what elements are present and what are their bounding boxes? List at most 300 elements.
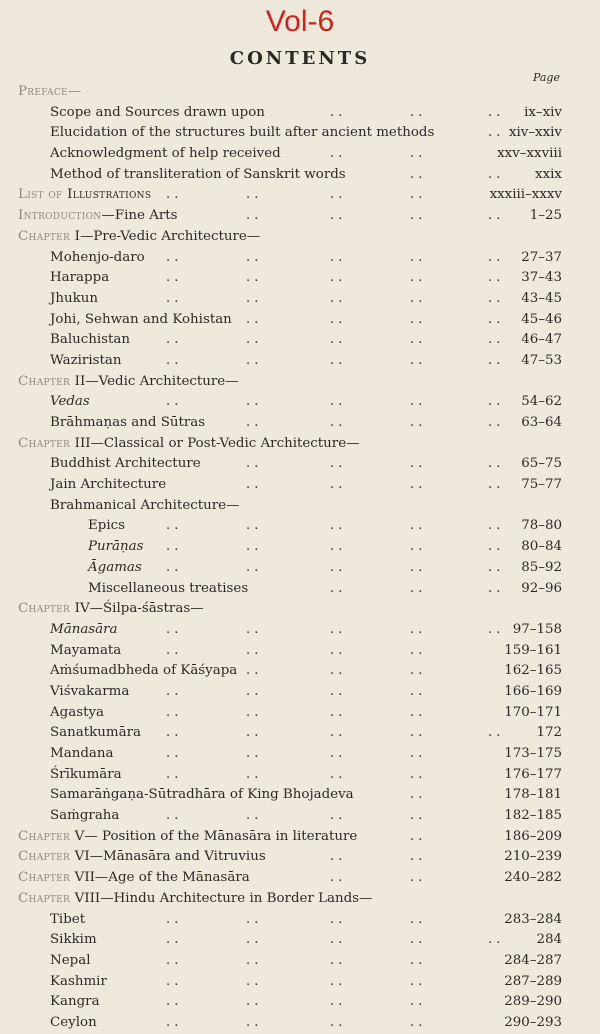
toc-entry-title xyxy=(18,434,360,455)
toc-entry-prefix: Chapter xyxy=(18,601,75,617)
toc-entry-title xyxy=(18,847,266,868)
dot-leader-segment: . . xyxy=(330,580,343,596)
toc-entry-text: Brāhmaṇas and Sūtras xyxy=(50,415,206,430)
dot-leader-segment: . . xyxy=(166,270,179,286)
toc-entry-page: 97–158 xyxy=(512,621,562,637)
dot-leader-segment: . . xyxy=(330,332,343,348)
toc-entry-text: Brahmanical Architecture— xyxy=(50,497,240,513)
dot-leader-segment: . . xyxy=(246,952,259,968)
dot-leader-segment: . . xyxy=(410,663,423,679)
toc-entry-text: Waziristan xyxy=(50,352,122,368)
toc-entry xyxy=(18,103,586,124)
toc-entry-text: Kashmir xyxy=(50,973,107,989)
toc-entry-text: Jain Architecture xyxy=(50,477,167,493)
toc-entry-title xyxy=(50,330,130,351)
dot-leader-segment: . . xyxy=(410,332,423,348)
toc-entry-text: V— Position of the Mānasāra in literature xyxy=(74,828,358,844)
dot-leader-segment: . . xyxy=(246,270,259,286)
toc-entry-page: 283–284 xyxy=(504,911,562,927)
toc-entry-text: Sanatkumāra xyxy=(50,725,141,741)
toc-entry-title xyxy=(50,392,90,413)
dot-leader-segment: . . xyxy=(166,932,179,948)
dot-leader-segment: . . xyxy=(410,849,423,865)
dot-leader xyxy=(18,289,586,310)
toc-entry xyxy=(18,558,586,579)
toc-entry-page: xxv–xxviii xyxy=(497,146,562,162)
toc-entry xyxy=(18,579,586,600)
toc-entry-text: Śrīkumāra xyxy=(50,766,122,782)
toc-entry-title xyxy=(18,206,178,227)
toc-entry xyxy=(18,1013,586,1034)
dot-leader-segment: . . xyxy=(246,290,259,306)
toc-entry xyxy=(18,475,586,496)
dot-leader-segment: . . xyxy=(166,187,179,203)
dot-leader-segment: . . xyxy=(410,932,423,948)
toc-entry-title xyxy=(18,227,260,248)
toc-entry-title xyxy=(50,454,201,475)
dot-leader-segment: . . xyxy=(166,621,179,637)
dot-leader-segment: . . xyxy=(410,683,423,699)
toc-entry-text: Agastya xyxy=(50,704,105,720)
toc-entry-title xyxy=(50,144,281,165)
toc-entry xyxy=(18,248,586,269)
dot-leader-segment: . . xyxy=(488,332,501,348)
toc-entry-page: 284–287 xyxy=(504,952,562,968)
toc-entry-page: 210–239 xyxy=(504,849,562,865)
toc-entry xyxy=(18,227,586,248)
dot-leader-segment: . . xyxy=(330,456,343,472)
toc-entry-page: 37–43 xyxy=(521,270,562,286)
toc-entry-page: 287–289 xyxy=(504,973,562,989)
dot-leader-segment: . . xyxy=(166,518,179,534)
toc-entry-text: Elucidation of the structures built after ancient methods xyxy=(50,125,435,141)
toc-entry-text: Epics xyxy=(88,518,126,534)
toc-entry-title xyxy=(18,185,151,206)
dot-leader-segment: . . xyxy=(166,911,179,927)
toc-entry-text: Āgamas xyxy=(88,559,142,575)
dot-leader-segment: . . xyxy=(410,952,423,968)
dot-leader-segment: . . xyxy=(330,539,343,555)
dot-leader-segment: . . xyxy=(246,1014,259,1030)
dot-leader-segment: . . xyxy=(330,621,343,637)
dot-leader-segment: . . xyxy=(246,683,259,699)
dot-leader-segment: . . xyxy=(330,477,343,493)
dot-leader-segment: . . xyxy=(246,477,259,493)
toc-entry xyxy=(18,537,586,558)
dot-leader-segment: . . xyxy=(330,932,343,948)
dot-leader-segment: . . xyxy=(330,394,343,410)
toc-entry-page: 47–53 xyxy=(521,352,562,368)
dot-leader-segment: . . xyxy=(330,642,343,658)
dot-leader-segment: . . xyxy=(410,456,423,472)
dot-leader-segment: . . xyxy=(410,518,423,534)
toc-entry-title xyxy=(50,910,85,931)
dot-leader-segment: . . xyxy=(330,952,343,968)
dot-leader-segment: . . xyxy=(410,208,423,224)
toc-entry-title xyxy=(18,82,82,103)
dot-leader-segment: . . xyxy=(410,911,423,927)
toc-entry-title xyxy=(50,951,90,972)
toc-entry-text: III—Classical or Post-Vedic Architecture— xyxy=(74,435,360,451)
dot-leader-segment: . . xyxy=(488,539,501,555)
dot-leader-segment: . . xyxy=(330,559,343,575)
toc-entry-text: Sikkim xyxy=(50,932,97,948)
toc-entry xyxy=(18,930,586,951)
toc-entry xyxy=(18,620,586,641)
toc-entry xyxy=(18,847,586,868)
dot-leader-segment: . . xyxy=(410,394,423,410)
toc-entry-title xyxy=(50,641,121,662)
toc-entry-text: VI—Mānasāra and Vitruvius xyxy=(74,849,266,865)
dot-leader-segment: . . xyxy=(166,766,179,782)
dot-leader-segment: . . xyxy=(246,808,259,824)
toc-entry-title xyxy=(50,310,232,331)
dot-leader-segment: . . xyxy=(330,518,343,534)
toc-entry-text: Tibet xyxy=(50,911,86,927)
toc-entry-text: Aṁśumadbheda of Kāśyapa xyxy=(50,663,238,679)
dot-leader-segment: . . xyxy=(246,621,259,637)
dot-leader-segment: . . xyxy=(330,683,343,699)
toc-entry-text: IV—Śilpa-śāstras— xyxy=(74,601,204,617)
dot-leader-segment: . . xyxy=(410,166,423,182)
dot-leader-segment: . . xyxy=(166,683,179,699)
toc-entry xyxy=(18,82,586,103)
dot-leader-segment: . . xyxy=(488,208,501,224)
toc-entry-page: 78–80 xyxy=(521,518,562,534)
dot-leader xyxy=(18,951,586,972)
toc-entry xyxy=(18,310,586,331)
toc-entry-prefix: Introduction xyxy=(18,208,102,224)
toc-entry-page: 173–175 xyxy=(504,746,562,761)
volume-label: Vol-6 xyxy=(265,5,335,38)
dot-leader-segment: . . xyxy=(166,290,179,306)
dot-leader-segment: . . xyxy=(330,1014,343,1030)
dot-leader-segment: . . xyxy=(410,290,423,306)
toc-entry xyxy=(18,123,586,144)
toc-entry-prefix: Chapter xyxy=(18,849,75,865)
dot-leader-segment: . . xyxy=(410,870,423,886)
toc-entry-text: Viśvakarma xyxy=(50,683,130,699)
toc-entry-title xyxy=(18,372,239,393)
toc-entry-title xyxy=(18,889,372,910)
dot-leader-segment: . . xyxy=(410,787,423,803)
toc-entry xyxy=(18,454,586,475)
dot-leader-segment: . . xyxy=(246,249,259,265)
toc-entry-prefix: Chapter xyxy=(18,890,75,906)
toc-entry-page: 159–161 xyxy=(504,642,562,658)
dot-leader-segment: . . xyxy=(166,808,179,824)
toc-entry-page: 176–177 xyxy=(504,766,562,782)
dot-leader-segment: . . xyxy=(410,704,423,720)
toc-entry-page: 75–77 xyxy=(521,477,562,493)
dot-leader-segment: . . xyxy=(246,311,259,327)
dot-leader-segment: . . xyxy=(488,415,501,430)
toc-entry-text: Buddhist Architecture xyxy=(50,456,201,472)
toc-entry-title xyxy=(50,620,118,641)
toc-entry-text: Saṁgraha xyxy=(50,808,120,824)
toc-entry-text: Kangra xyxy=(50,994,100,1010)
dot-leader-segment: . . xyxy=(410,994,423,1010)
page-column-label: Page xyxy=(532,71,560,84)
toc-entry-title xyxy=(50,992,100,1013)
dot-leader-segment: . . xyxy=(330,208,343,224)
toc-entry-page: 80–84 xyxy=(521,539,562,555)
dot-leader-segment: . . xyxy=(166,725,179,741)
dot-leader-segment: . . xyxy=(330,104,343,120)
toc-entry-title xyxy=(88,558,142,579)
toc-entry-text: Nepal xyxy=(50,952,91,968)
toc-entry-title xyxy=(88,537,144,558)
dot-leader xyxy=(18,392,586,413)
toc-entry-title xyxy=(50,744,113,765)
dot-leader-segment: . . xyxy=(330,249,343,265)
dot-leader-segment: . . xyxy=(330,746,343,761)
toc-entry-text: Ceylon xyxy=(50,1014,97,1030)
dot-leader-segment: . . xyxy=(488,477,501,493)
toc-entry xyxy=(18,434,586,455)
dot-leader-segment: . . xyxy=(488,270,501,286)
toc-entry-title xyxy=(50,806,119,827)
dot-leader-segment: . . xyxy=(488,249,501,265)
toc-entry-title xyxy=(50,930,97,951)
toc-entry xyxy=(18,268,586,289)
dot-leader-segment: . . xyxy=(330,663,343,679)
toc-entry-text: Harappa xyxy=(50,270,110,286)
toc-entry xyxy=(18,910,586,931)
dot-leader-segment: . . xyxy=(166,994,179,1010)
toc-entry xyxy=(18,516,586,537)
toc-entry xyxy=(18,372,586,393)
toc-entry-title xyxy=(50,123,434,144)
toc-entry-page: 54–62 xyxy=(521,394,562,410)
toc-entry xyxy=(18,641,586,662)
toc-entry-text: Samarāṅgaṇa-Sūtradhāra of King Bhojadeva xyxy=(50,787,354,803)
dot-leader-segment: . . xyxy=(330,290,343,306)
dot-leader-segment: . . xyxy=(330,704,343,720)
dot-leader-segment: . . xyxy=(330,415,343,430)
toc-entry xyxy=(18,723,586,744)
toc-entry-prefix: Chapter xyxy=(18,870,75,886)
dot-leader-segment: . . xyxy=(166,352,179,368)
dot-leader-segment: . . xyxy=(410,249,423,265)
dot-leader-segment: . . xyxy=(330,311,343,327)
table-of-contents xyxy=(18,82,586,1034)
dot-leader-segment: . . xyxy=(488,932,501,948)
dot-leader-segment: . . xyxy=(410,477,423,493)
toc-entry xyxy=(18,951,586,972)
dot-leader-segment: . . xyxy=(246,973,259,989)
dot-leader-segment: . . xyxy=(330,870,343,886)
dot-leader-segment: . . xyxy=(488,394,501,410)
dot-leader-segment: . . xyxy=(246,663,259,679)
dot-leader-segment: . . xyxy=(246,766,259,782)
toc-entry xyxy=(18,144,586,165)
toc-entry-page: 63–64 xyxy=(521,415,562,430)
toc-entry-text: Mohenjo-daro xyxy=(50,249,145,265)
dot-leader-segment: . . xyxy=(166,642,179,658)
toc-entry-text: II—Vedic Architecture— xyxy=(74,373,239,389)
toc-entry-page: 182–185 xyxy=(504,808,562,824)
toc-entry-page: 178–181 xyxy=(504,787,562,803)
toc-entry-page: 162–165 xyxy=(504,663,562,679)
toc-entry xyxy=(18,413,586,434)
toc-entry-title xyxy=(18,827,357,848)
toc-entry-text: —Fine Arts xyxy=(101,208,178,224)
toc-entry-text: I—Pre-Vedic Architecture— xyxy=(74,228,261,244)
dot-leader-segment: . . xyxy=(166,332,179,348)
dot-leader-segment: . . xyxy=(410,973,423,989)
toc-entry xyxy=(18,972,586,993)
dot-leader-segment: . . xyxy=(410,311,423,327)
toc-entry-page: 45–46 xyxy=(521,311,562,327)
toc-entry-prefix: Preface— xyxy=(18,84,82,99)
dot-leader-segment: . . xyxy=(246,725,259,741)
toc-entry xyxy=(18,703,586,724)
toc-entry-title xyxy=(50,785,354,806)
dot-leader-segment: . . xyxy=(166,704,179,720)
dot-leader-segment: . . xyxy=(488,725,501,741)
dot-leader-segment: . . xyxy=(488,621,501,637)
toc-entry-page: 172 xyxy=(536,725,562,741)
dot-leader-segment: . . xyxy=(488,518,501,534)
toc-entry xyxy=(18,351,586,372)
dot-leader-segment: . . xyxy=(488,311,501,327)
toc-entry-page: 43–45 xyxy=(521,290,562,306)
toc-entry xyxy=(18,765,586,786)
dot-leader-segment: . . xyxy=(410,621,423,637)
dot-leader xyxy=(18,930,586,951)
dot-leader-segment: . . xyxy=(410,766,423,782)
dot-leader-segment: . . xyxy=(246,994,259,1010)
toc-entry-title xyxy=(50,103,265,124)
toc-entry-page: 166–169 xyxy=(504,683,562,699)
toc-entry-title xyxy=(50,413,205,434)
dot-leader-segment: . . xyxy=(330,849,343,865)
toc-entry-prefix: Chapter xyxy=(18,435,75,451)
toc-entry-text: Jhukun xyxy=(50,290,98,306)
dot-leader-segment: . . xyxy=(246,559,259,575)
contents-heading: CONTENTS xyxy=(229,48,371,69)
dot-leader-segment: . . xyxy=(166,952,179,968)
dot-leader-segment: . . xyxy=(410,104,423,120)
dot-leader-segment: . . xyxy=(410,352,423,368)
toc-entry-text: Miscellaneous treatises xyxy=(88,580,249,596)
toc-entry-text: Illustrations xyxy=(67,187,152,203)
toc-entry-title xyxy=(50,703,104,724)
toc-entry-page: 27–37 xyxy=(521,249,562,265)
dot-leader xyxy=(18,1013,586,1034)
dot-leader-segment: . . xyxy=(488,125,501,141)
toc-entry-prefix: List of xyxy=(18,187,68,203)
dot-leader-segment: . . xyxy=(410,808,423,824)
dot-leader-segment: . . xyxy=(488,456,501,472)
dot-leader-segment: . . xyxy=(330,808,343,824)
toc-entry xyxy=(18,185,586,206)
toc-entry xyxy=(18,827,586,848)
dot-leader-segment: . . xyxy=(330,973,343,989)
toc-entry-prefix: Chapter xyxy=(18,373,75,389)
toc-entry-title xyxy=(50,165,346,186)
dot-leader-segment: . . xyxy=(410,270,423,286)
toc-entry-title xyxy=(50,723,141,744)
toc-entry-text: VII—Age of the Mānasāra xyxy=(74,870,250,886)
toc-entry xyxy=(18,806,586,827)
toc-entry-page: 65–75 xyxy=(521,456,562,472)
toc-entry-page: 284 xyxy=(536,932,562,948)
toc-entry-title xyxy=(88,516,125,537)
toc-entry-title xyxy=(50,475,166,496)
dot-leader-segment: . . xyxy=(410,725,423,741)
dot-leader-segment: . . xyxy=(166,1014,179,1030)
toc-entry-title xyxy=(50,661,237,682)
toc-entry-page: xxxiii–xxxv xyxy=(489,187,562,203)
toc-entry xyxy=(18,392,586,413)
toc-entry xyxy=(18,165,586,186)
dot-leader-segment: . . xyxy=(488,352,501,368)
dot-leader-segment: . . xyxy=(488,559,501,575)
dot-leader-segment: . . xyxy=(410,415,423,430)
dot-leader-segment: . . xyxy=(246,642,259,658)
dot-leader-segment: . . xyxy=(410,828,423,844)
toc-entry-text: Purāṇas xyxy=(88,539,144,555)
dot-leader-segment: . . xyxy=(246,415,259,430)
toc-entry-page: 289–290 xyxy=(504,994,562,1010)
toc-entry-text: Baluchistan xyxy=(50,332,130,348)
toc-entry xyxy=(18,599,586,620)
dot-leader-segment: . . xyxy=(246,332,259,348)
dot-leader-segment: . . xyxy=(166,249,179,265)
toc-entry-text: Vedas xyxy=(50,394,90,410)
toc-entry-page: 170–171 xyxy=(504,704,562,720)
dot-leader-segment: . . xyxy=(246,187,259,203)
toc-entry-title xyxy=(50,496,239,517)
dot-leader-segment: . . xyxy=(246,394,259,410)
dot-leader-segment: . . xyxy=(488,104,501,120)
toc-entry-page: 1–25 xyxy=(529,208,562,224)
dot-leader-segment: . . xyxy=(330,146,343,162)
dot-leader-segment: . . xyxy=(330,187,343,203)
dot-leader-segment: . . xyxy=(330,994,343,1010)
toc-entry-page: 92–96 xyxy=(521,580,562,596)
toc-entry xyxy=(18,744,586,765)
toc-entry-prefix: Chapter xyxy=(18,228,75,244)
dot-leader-segment: . . xyxy=(330,270,343,286)
toc-entry-page: ix–xiv xyxy=(524,104,562,120)
dot-leader-segment: . . xyxy=(488,580,501,596)
toc-entry-text: Method of transliteration of Sanskrit words xyxy=(50,166,346,182)
toc-entry-page: 46–47 xyxy=(521,332,562,348)
toc-entry-page: 186–209 xyxy=(504,828,562,844)
dot-leader-segment: . . xyxy=(246,352,259,368)
dot-leader-segment: . . xyxy=(330,766,343,782)
toc-entry-text: Acknowledgment of help received xyxy=(50,146,281,162)
dot-leader-segment: . . xyxy=(410,146,423,162)
toc-entry-page: 290–293 xyxy=(504,1014,562,1030)
toc-entry-title xyxy=(88,579,248,600)
toc-entry-page: xiv–xxiv xyxy=(508,125,562,141)
toc-entry-page: xxix xyxy=(535,166,562,182)
toc-entry-text: Johi, Sehwan and Kohistan xyxy=(50,311,232,327)
toc-entry-title xyxy=(50,682,129,703)
toc-entry xyxy=(18,992,586,1013)
dot-leader-segment: . . xyxy=(488,166,501,182)
dot-leader-segment: . . xyxy=(246,456,259,472)
dot-leader-segment: . . xyxy=(246,518,259,534)
dot-leader xyxy=(18,992,586,1013)
toc-entry xyxy=(18,785,586,806)
dot-leader-segment: . . xyxy=(246,208,259,224)
toc-entry xyxy=(18,868,586,889)
